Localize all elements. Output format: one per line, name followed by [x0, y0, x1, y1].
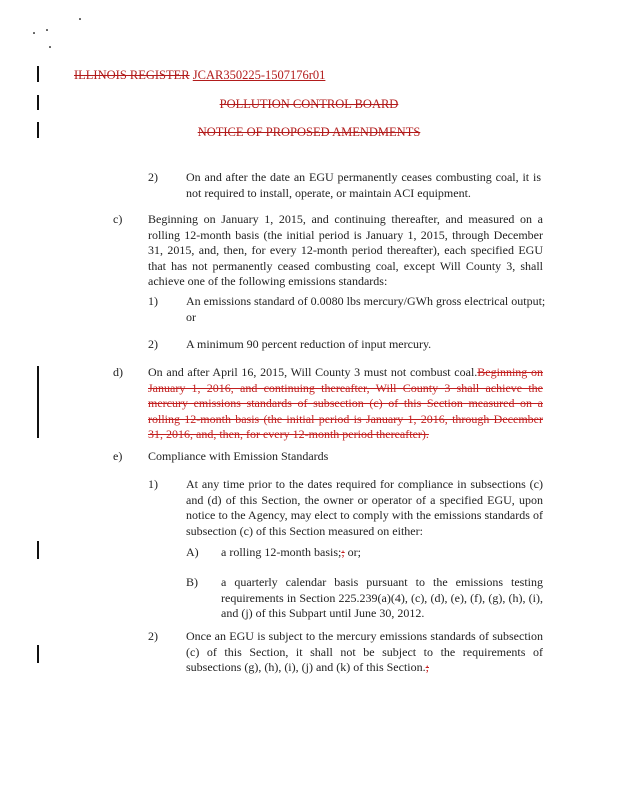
paragraph-d-text: On and after April 16, 2015, Will County 3 must not combust coal. — [148, 365, 478, 379]
board-title: POLLUTION CONTROL BOARD — [219, 97, 399, 111]
paragraph-eA — [221, 545, 521, 561]
item-number: e) — [113, 449, 123, 463]
paragraph-eA-tail: or; — [344, 545, 362, 559]
item-number: 2) — [148, 170, 158, 184]
revision-bar — [37, 366, 39, 438]
revision-bar — [37, 541, 39, 559]
item-number: 2) — [148, 337, 158, 351]
jcar-code: JCAR350225-1507176r01 — [192, 68, 326, 82]
item-number: d) — [113, 365, 123, 379]
scan-speck — [49, 46, 51, 48]
paragraph-d — [148, 365, 543, 443]
paragraph-e1: At any time prior to the dates required for compliance in subsections (c) and (d) of this Section, the owner or operator of a specified EGU, upon notice to the Agency, may elect to comply with the emissions standards of subsection (c) of this Section measured on either: — [186, 477, 543, 538]
paragraph-eA-text: a rolling 12-month basis; — [221, 545, 342, 559]
item-number: B) — [186, 575, 198, 589]
item-number: 1) — [148, 477, 158, 491]
paragraph-c: Beginning on January 1, 2015, and continuing thereafter, and measured on a rolling 12-month basis (the initial period is January 1, 2015, through December 31, 2015, and, then, for every 12-month period thereafter), each specified EGU that has not permanently ceased combusting coal, except Will County 3, shall achieve one of the following emissions standards: — [148, 212, 543, 288]
paragraph-eA-deleted: ; — [341, 545, 345, 559]
paragraph-eB: a quarterly calendar basis pursuant to the emissions testing requirements in Section 225.239(a)(4), (c), (d), (e), (f), (g), (h), (i), and (j) of this Subpart until June 30, 2012. — [221, 575, 543, 620]
paragraph-e2-deleted: ; — [425, 660, 429, 674]
paragraph-d-deleted: Beginning on January 1, 2016, and continuing thereafter, Will County 3 shall achieve the mercury emissions standards of subsection (c) of this Section measured on a rolling 12-month basis (the initial period is January 1, 2016, through December 31, 2016, and, then, for every 12-month period thereafter). — [148, 365, 543, 441]
illinois-register-label: ILLINOIS REGISTER — [74, 68, 190, 82]
item-number: c) — [113, 212, 123, 226]
scan-speck — [79, 18, 81, 20]
revision-bar — [37, 66, 39, 82]
paragraph-e2-text: Once an EGU is subject to the mercury emissions standards of subsection (c) of this Section, it shall not be subject to the requirements of subsections (g), (h), (i), (j) and (k) of this Section. — [186, 629, 543, 674]
item-number: 1) — [148, 294, 158, 308]
register-header — [74, 68, 325, 83]
paragraph-c1: An emissions standard of 0.0080 lbs mercury/GWh gross electrical output; or — [186, 294, 546, 324]
scan-speck — [46, 29, 48, 31]
item-number: 2) — [148, 629, 158, 643]
paragraph-e-heading: Compliance with Emission Standards — [148, 449, 329, 463]
item-number: A) — [186, 545, 199, 559]
scan-speck — [33, 32, 35, 34]
notice-title: NOTICE OF PROPOSED AMENDMENTS — [197, 125, 421, 139]
paragraph-c2: A minimum 90 percent reduction of input mercury. — [186, 337, 432, 351]
revision-bar — [37, 645, 39, 663]
paragraph-b2: On and after the date an EGU permanently ceases combusting coal, it is not required to install, operate, or maintain ACI equipment. — [186, 170, 541, 200]
paragraph-e2 — [186, 629, 543, 676]
